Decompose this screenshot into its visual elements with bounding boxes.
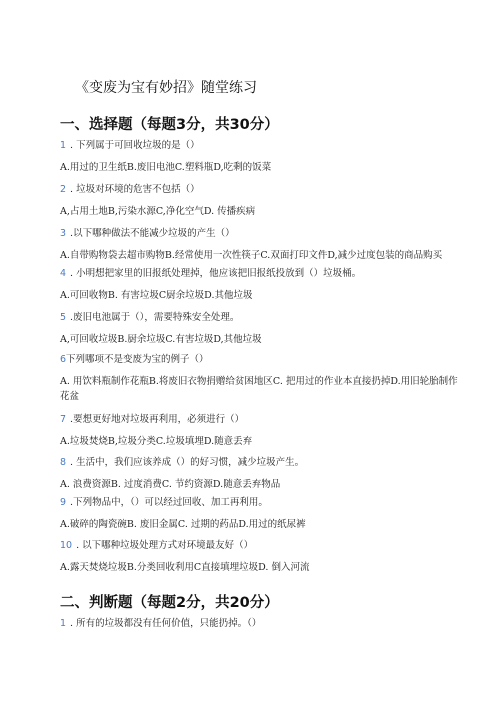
question-options: A.可回收物B. 有害垃圾C厨余垃圾D.其他垃圾 xyxy=(60,290,253,301)
question-number: 3 xyxy=(60,228,67,239)
question-text: . 以下哪种垃圾处理方式对环境最友好（） xyxy=(76,540,254,551)
question-text: .废旧电池属于（），需要特殊安全处理。 xyxy=(70,312,240,323)
judge-question-item xyxy=(60,616,460,632)
question-text: .要想更好地对垃圾再利用，必须进行（） xyxy=(70,414,245,425)
question-text: . 生活中，我们应该养成（）的好习惯，减少垃圾产生。 xyxy=(70,457,305,468)
question-options: A. 用饮料瓶制作花瓶B.将废旧衣物捐赠给贫困地区C. 把用过的作业本直接扔掉D.用旧轮胎制作花盆 xyxy=(60,376,458,402)
question-number: 6 xyxy=(60,354,67,365)
question-text: . 下列属于可回收垃圾的是（） xyxy=(70,140,200,151)
question-options: A.自带购物袋去超市购物B.经常使用一次性筷子C.双面打印文件D,减少过度包装的商品购买 xyxy=(60,250,443,261)
question-options: A. 浪费资源B. 过度消费C. 节约资源D.随意丢弃物品 xyxy=(60,479,281,490)
question-number: 7 xyxy=(60,414,67,425)
question-text: . 小明想把家里的旧报纸处理掉，他应该把旧报纸投放到（）垃圾桶。 xyxy=(70,268,362,279)
question-text: 下列哪项不是变废为宝的例子（） xyxy=(66,354,209,365)
question-item xyxy=(60,226,460,242)
question-options: A,占用土地B,污染水源C,净化空气D. 传播疾病 xyxy=(60,206,256,217)
question-item xyxy=(60,538,460,554)
question-item xyxy=(60,310,460,326)
question-number: 5 xyxy=(60,312,67,323)
section-heading-choice: 一、选择题（每题3分，共30分） xyxy=(60,117,279,133)
question-text: . 垃圾对环境的危害不包括（） xyxy=(70,184,200,195)
question-number: 4 xyxy=(60,268,67,279)
question-item xyxy=(60,182,460,198)
question-text: .下列物品中，（）可以经过回收、加工再利用。 xyxy=(70,497,268,508)
question-number: 1 xyxy=(60,618,67,629)
question-options: A.露天焚烧垃圾B.分类回收利用C直接填埋垃圾D. 倒入河流 xyxy=(60,562,310,573)
question-number: 1 xyxy=(60,140,67,151)
question-options: A,可回收垃圾B.厨余垃圾C.有害垃圾D,其他垃圾 xyxy=(60,334,262,345)
question-number: 10 xyxy=(60,540,73,551)
question-item xyxy=(60,266,460,282)
question-item xyxy=(60,455,460,471)
page-title: 《变废为宝有妙招》随堂练习 xyxy=(75,80,257,96)
section-heading-judge: 二、判断题（每题2分，共20分） xyxy=(60,595,279,611)
question-number: 2 xyxy=(60,184,67,195)
question-options: A.破碎的陶瓷碗B. 废旧金属C. 过期的药品D.用过的纸尿裤 xyxy=(60,519,306,530)
question-text: . 所有的垃圾都没有任何价值，只能扔掉。（） xyxy=(70,618,262,629)
question-number: 9 xyxy=(60,497,67,508)
question-options: A.垃圾焚烧B,垃圾分类C.垃圾填埋D.随意丢弃 xyxy=(60,436,253,447)
question-options: A.用过的卫生纸B.废旧电池C.塑料瓶D,吃剩的饭菜 xyxy=(60,162,272,173)
question-item xyxy=(60,495,460,511)
question-item xyxy=(60,138,460,154)
question-item xyxy=(60,412,460,428)
question-number: 8 xyxy=(60,457,67,468)
question-item xyxy=(60,352,460,368)
question-text: .以下哪种做法不能减少垃圾的产生（） xyxy=(70,228,235,239)
